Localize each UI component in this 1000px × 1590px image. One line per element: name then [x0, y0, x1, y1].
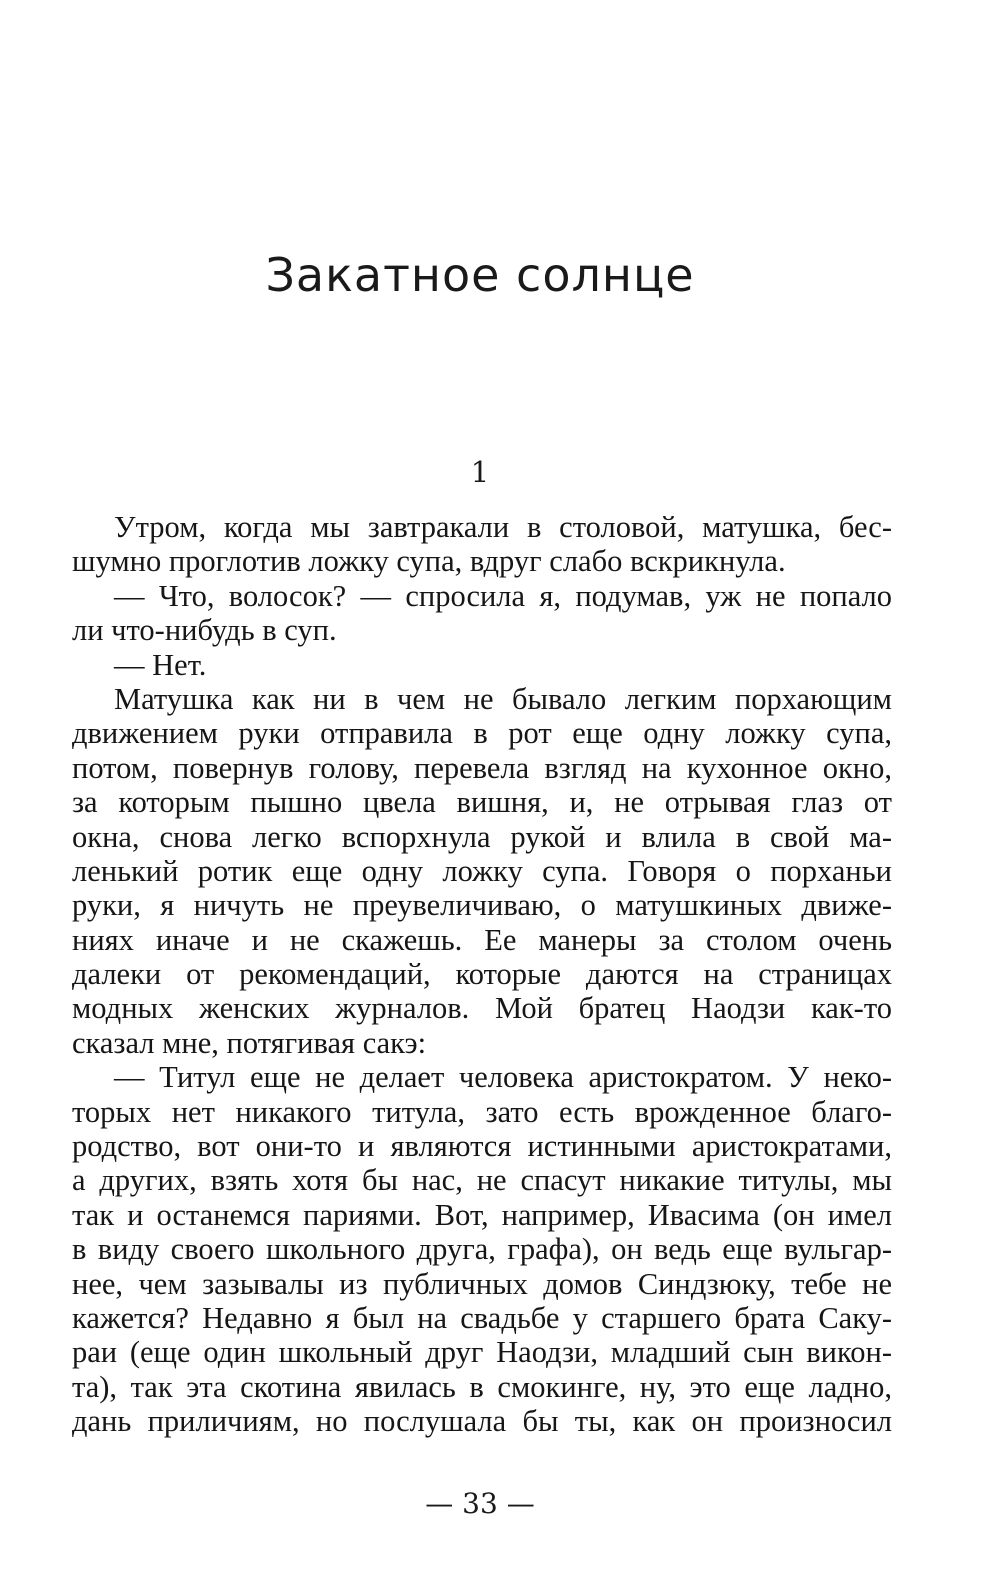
text-line: модных женских журналов. Мой братец Наодзи как-то [72, 991, 892, 1026]
text-line: далеки от рекомендаций, которые даются на страницах [72, 957, 892, 992]
text-line: — Что, волосок? — спросила я, подумав, уж не попало [114, 578, 892, 613]
text-line: сказал мне, потягивая сакэ: [72, 1025, 427, 1060]
text-line: потом, повернув голову, перевела взгляд на кухонное окно, [72, 750, 892, 785]
body-text [72, 510, 892, 1439]
text-line: торых нет никакого титула, зато есть врожденное благо- [72, 1094, 892, 1129]
text-line: ленький ротик еще одну ложку супа. Говоря о порханьи [72, 853, 892, 888]
text-line: окна, снова легко вспорхнула рукой и влила в свой ма- [72, 819, 892, 854]
text-line: ли что-нибудь в суп. [72, 613, 337, 648]
text-line: раи (еще один школьный друг Наодзи, младший сын викон- [72, 1335, 892, 1370]
text-line: — Титул еще не делает человека аристократом. У неко- [114, 1060, 892, 1095]
page-number: — 33 — [425, 1487, 535, 1520]
text-line: за которым пышно цвела вишня, и, не отрывая глаз от [72, 785, 892, 820]
text-line: в виду своего школьного друга, графа), он ведь еще вульгар- [72, 1232, 892, 1267]
text-line: руки, я ничуть не преувеличиваю, о матушкиных движе- [72, 888, 892, 923]
text-line: Матушка как ни в чем не бывало легким порхающим [114, 681, 892, 716]
text-line: движением руки отправила в рот еще одну ложку супа, [72, 716, 892, 751]
text-line: ниях иначе и не скажешь. Ее манеры за столом очень [72, 922, 892, 957]
text-line: нее, чем зазывалы из публичных домов Синдзюку, тебе не [72, 1266, 892, 1301]
text-line: та), так эта скотина явилась в смокинге, ну, это еще ладно, [72, 1369, 892, 1404]
text-line: так и останемся париями. Вот, например, Ивасима (он имел [72, 1197, 892, 1232]
text-line: родство, вот они-то и являются истинными аристократами, [72, 1129, 892, 1164]
text-line: кажется? Недавно я был на свадьбе у старшего брата Саку- [72, 1300, 892, 1335]
section-number: 1 [470, 455, 490, 489]
text-line: шумно проглотив ложку супа, вдруг слабо вскрикнула. [72, 544, 786, 579]
text-line: а других, взять хотя бы нас, не спасут никакие титулы, мы [72, 1163, 892, 1198]
text-line: дань приличиям, но послушала бы ты, как он произносил [72, 1404, 892, 1439]
text-line: Утром, когда мы завтракали в столовой, матушка, бес- [114, 510, 892, 544]
text-line: — Нет. [114, 647, 207, 682]
chapter-title: Закатное солнце [265, 248, 695, 302]
